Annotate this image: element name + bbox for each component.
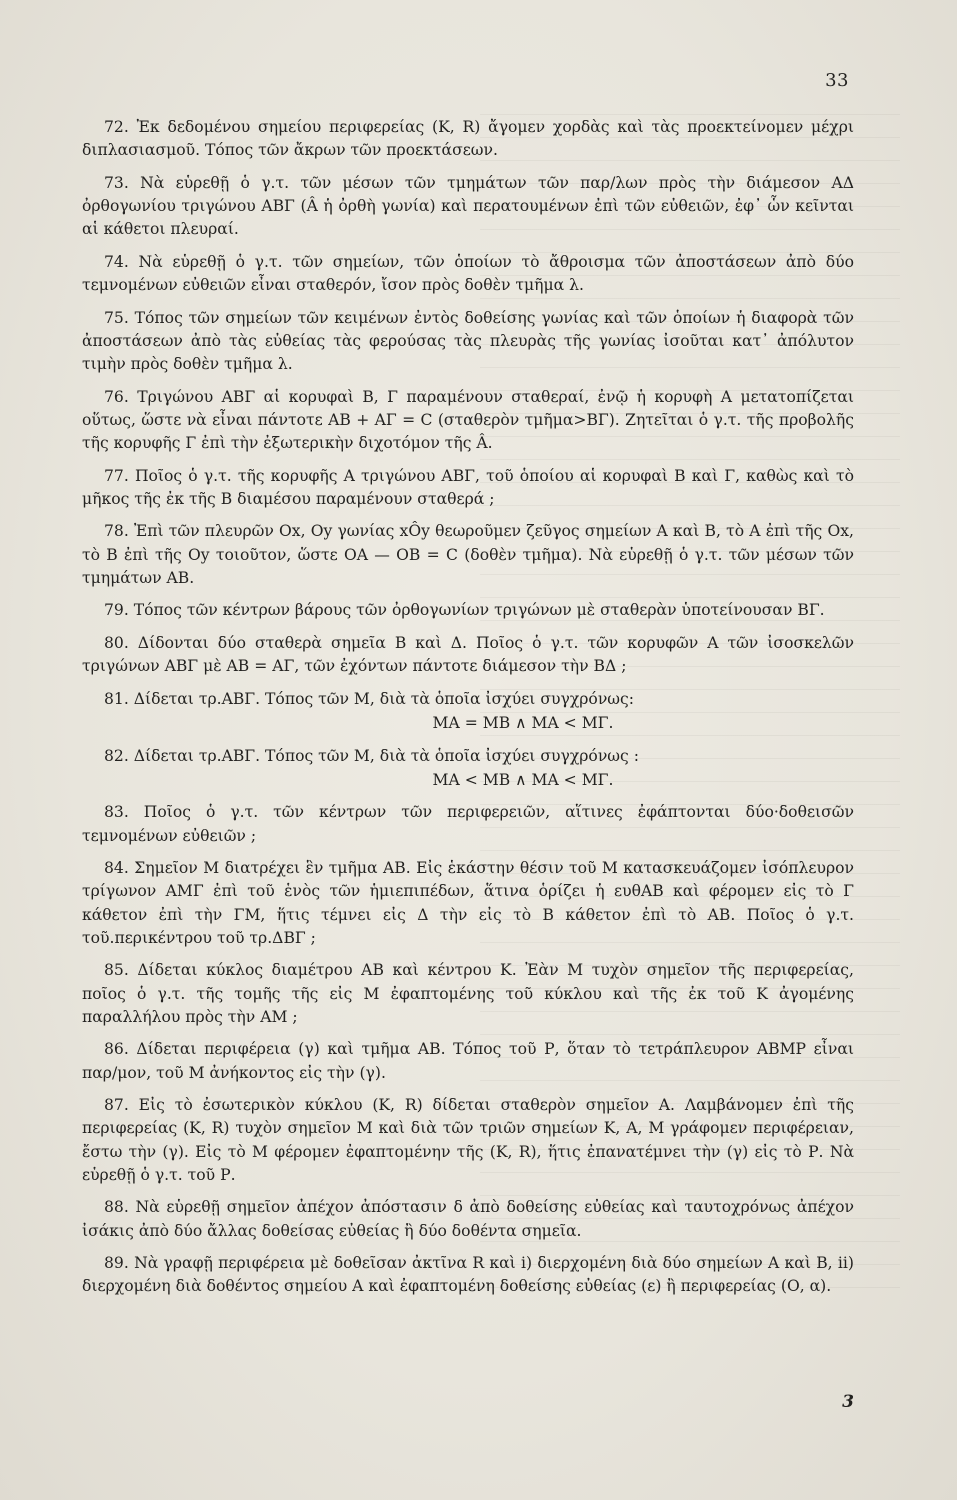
problem-76: 76. Τριγώνου ΑΒΓ αἱ κορυφαὶ Β, Γ παραμένουν σταθεραί, ἐνῷ ἡ κορυφὴ Α μετατοπίζεται οὕτως, ὥστε νὰ εἶναι πάντοτε ΑΒ + ΑΓ = C (σταθερὸν τμῆμα>ΒΓ). Ζητεῖται ὁ γ.τ. τῆς προβολῆς τῆς κορυφῆς Γ ἐπὶ τὴν ἐξωτερικὴν διχοτόμον τῆς Â. <box>82 387 854 452</box>
problem-80: 80. Δίδονται δύο σταθερὰ σημεῖα Β καὶ Δ. Ποῖος ὁ γ.τ. τῶν κορυφῶν Α τῶν ἰσοσκελῶν τριγώνων ΑΒΓ μὲ ΑΒ = ΑΓ, τῶν ἐχόντων πάντοτε διάμεσον τὴν ΒΔ ; <box>82 633 854 676</box>
problem-85: 85. Δίδεται κύκλος διαμέτρου ΑΒ καὶ κέντρου Κ. Ἐὰν Μ τυχὸν σημεῖον τῆς περιφερείας, ποῖος ὁ γ.τ. τῆς τομῆς τῆς εἰς Μ ἐφαπτομένης τοῦ κύκλου καὶ τῆς ἐκ τοῦ Κ ἀγομένης παραλλήλου πρὸς τὴν ΑΜ ; <box>82 961 854 1026</box>
problem-82: 82. Δίδεται τρ.ΑΒΓ. Τόπος τῶν Μ, διὰ τὰ ὁποῖα ἰσχύει συγχρόνως : ΜΑ < ΜΒ ∧ ΜΑ < ΜΓ. <box>82 745 854 792</box>
formula: ΜΑ < ΜΒ ∧ ΜΑ < ΜΓ. <box>432 770 614 789</box>
problem-77: 77. Ποῖος ὁ γ.τ. τῆς κορυφῆς Α τριγώνου ΑΒΓ, τοῦ ὁποίου αἱ κορυφαὶ Β καὶ Γ, καθὼς καὶ τὸ μῆκος τῆς ἐκ τῆς Β διαμέσου παραμένουν σταθερά ; <box>82 466 854 508</box>
problem-87: 87. Εἰς τὸ ἐσωτερικὸν κύκλου (Κ, R) δίδεται σταθερὸν σημεῖον Α. Λαμβάνομεν ἐπὶ τῆς περιφερείας (Κ, R) τυχὸν σημεῖον Μ καὶ διὰ τῶν τριῶν σημείων Κ, Α, Μ γράφομεν περιφέρειαν, ἔστω τὴν (γ). Εἰς τὸ Μ φέρομεν ἐφαπτομένην τῆς (Κ, R), ἥτις ἐπανατέμνει τὴν (γ) εἰς τὸ Ρ. Νὰ εὑρεθῇ ὁ γ.τ. τοῦ Ρ. <box>82 1096 854 1184</box>
problem-list <box>82 116 854 1308</box>
problem-75: 75. Τόπος τῶν σημείων τῶν κειμένων ἐντὸς δοθείσης γωνίας καὶ τῶν ὁποίων ἡ διαφορὰ τῶν ἀποστάσεων ἀπὸ τὰς εὐθείας τὰς φερούσας τὰς πλευρὰς τῆς γωνίας ἰσοῦται κατ᾽ ἀπόλυτον τιμὴν πρὸς δοθὲν τμῆμα λ. <box>82 308 854 373</box>
problem-88: 88. Νὰ εὑρεθῇ σημεῖον ἀπέχον ἀπόστασιν δ ἀπὸ δοθείσης εὐθείας καὶ ταυτοχρόνως ἀπέχον ἰσάκις ἀπὸ δύο ἄλλας δοθείσας εὐθείας ἢ δύο δοθέντα σημεῖα. <box>82 1198 854 1240</box>
problem-72: 72. Ἐκ δεδομένου σημείου περιφερείας (Κ, R) ἄγομεν χορδὰς καὶ τὰς προεκτείνομεν μέχρι διπλασιασμοῦ. Τόπος τῶν ἄκρων τῶν προεκτάσεων. <box>82 118 854 160</box>
problem-78: 78. Ἐπὶ τῶν πλευρῶν Οx, Οy γωνίας xÔy θεωροῦμεν ζεῦγος σημείων Α καὶ Β, τὸ Α ἐπὶ τῆς Οx, τὸ Β ἐπὶ τῆς Οy τοιοῦτον, ὥστε ΟΑ — ΟΒ = C (δοθὲν τμῆμα). Νὰ εὑρεθῇ ὁ γ.τ. τῶν μέσων τῶν τμημάτων ΑΒ. <box>82 522 854 587</box>
problem-81: 81. Δίδεται τρ.ΑΒΓ. Τόπος τῶν Μ, διὰ τὰ ὁποῖα ἰσχύει συγχρόνως: ΜΑ = ΜΒ ∧ ΜΑ < ΜΓ. <box>82 688 854 735</box>
signature-mark: 3 <box>842 1392 854 1412</box>
problem-83: 83. Ποῖος ὁ γ.τ. τῶν κέντρων τῶν περιφερειῶν, αἵτινες ἐφάπτονται δύο·δοθεισῶν τεμνομένων εὐθειῶν ; <box>82 803 854 845</box>
problem-86: 86. Δίδεται περιφέρεια (γ) καὶ τμῆμα ΑΒ. Τόπος τοῦ Ρ, ὅταν τὸ τετράπλευρον ΑΒΜΡ εἶναι παρ/μον, τοῦ Μ ἀνήκοντος εἰς τὴν (γ). <box>82 1040 854 1082</box>
problem-73: 73. Νὰ εὑρεθῇ ὁ γ.τ. τῶν μέσων τῶν τμημάτων τῶν παρ/λων πρὸς τὴν διάμεσον ΑΔ ὀρθογωνίου τριγώνου ΑΒΓ (Â ἡ ὀρθὴ γωνία) καὶ περατουμένων ἐπὶ τῶν εὐθειῶν, ἐφ᾽ ὧν κεῖνται αἱ κάθετοι πλευραί. <box>82 173 854 239</box>
problem-89: 89. Νὰ γραφῇ περιφέρεια μὲ δοθεῖσαν ἀκτῖνα R καὶ i) διερχομένη διὰ δύο σημείων Α καὶ Β, ii) διερχομένη διὰ δοθέντος σημείου Α καὶ ἐφαπτομένη δοθείσης εὐθείας (ε) ἢ περιφερείας (Ο, α). <box>82 1254 854 1296</box>
problem-74: 74. Νὰ εὑρεθῇ ὁ γ.τ. τῶν σημείων, τῶν ὁποίων τὸ ἄθροισμα τῶν ἀποστάσεων ἀπὸ δύο τεμνομένων εὐθειῶν εἶναι σταθερόν, ἴσον πρὸς δοθὲν τμῆμα λ. <box>82 252 854 294</box>
problem-79: 79. Τόπος τῶν κέντρων βάρους τῶν ὀρθογωνίων τριγώνων μὲ σταθερὰν ὑποτείνουσαν ΒΓ. <box>104 601 825 620</box>
formula: ΜΑ = ΜΒ ∧ ΜΑ < ΜΓ. <box>432 713 614 732</box>
page-number: 33 <box>825 70 849 91</box>
problem-84: 84. Σημεῖον Μ διατρέχει ἓν τμῆμα ΑΒ. Εἰς ἑκάστην θέσιν τοῦ Μ κατασκευάζομεν ἰσόπλευρον τρίγωνον ΑΜΓ ἐπὶ τοῦ ἑνὸς τῶν ἡμιεπιπέδων, ἅτινα ὁρίζει ἡ ευθΑΒ καὶ φέρομεν εἰς τὸ Γ κάθετον ἐπὶ τὴν ΓΜ, ἥτις τέμνει εἰς Δ τὴν εἰς τὸ Β κάθετον ἐπὶ τὸ ΑΒ. Ποῖος ὁ γ.τ. τοῦ.περικέντρου τοῦ τρ.ΔΒΓ ; <box>82 859 854 947</box>
